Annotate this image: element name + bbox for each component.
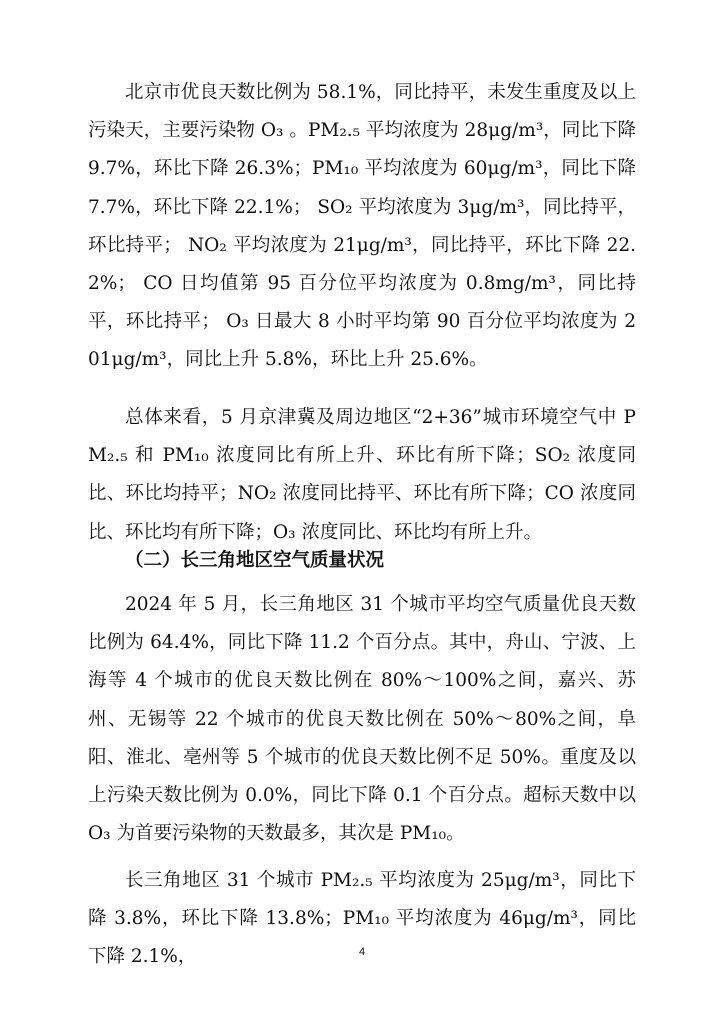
paragraph-yangtze-delta: 2024 年 5 月，长三角地区 31 个城市平均空气质量优良天数比例为 64.4%，同比下降 11.2 个百分点。其中，舟山、宁波、上海等 4 个城市的优良天数比例在 80%～100%之间，嘉兴、苏州、无锡等 22 个城市的优良天数比例在 50%～80%之间，阜阳、淮北、亳州等 5 个城市的优良天数比例不足 50%。重度及以上污染天数比例为 0.0%，同比下降 0.1 个百分点。超标天数中以 O₃ 为首要污染物的天数最多，其次是 PM₁₀。	[88, 594, 636, 845]
section-heading: （二）长三角地区空气质量状况	[125, 550, 385, 571]
paragraph-beijing-summary: 北京市优良天数比例为 58.1%，同比持平，未发生重度及以上污染天，主要污染物 O₃ 。PM₂.₅ 平均浓度为 28μg/m³，同比下降 9.7%，环比下降 26.3%；PM₁₀ 平均浓度为 60μg/m³，同比下降 7.7%，环比下降 22.1%； SO₂ 平均浓度为 3μg/m³，同比持平，环比持平； NO₂ 平均浓度为 21μg/m³，同比持平，环比下降 22.2%； CO 日均值第 95 百分位平均浓度为 0.8mg/m³，同比持平，环比持平； O₃ 日最大 8 小时平均第 90 百分位平均浓度为 201μg/m³，同比上升 5.8%，环比上升 25.6%。	[88, 82, 636, 371]
page-number: 4	[358, 946, 366, 958]
paragraph-overall-summary: 总体来看，5 月京津冀及周边地区“2+36”城市环境空气中 PM₂.₅ 和 PM₁₀ 浓度同比有所上升、环比有所下降；SO₂ 浓度同比、环比均持平；NO₂ 浓度同比持平、环比有所下降；CO 浓度同比、环比均有所下降；O₃ 浓度同比、环比均有所上升。	[88, 407, 636, 543]
paragraph-yangtze-pollutants: 长三角地区 31 个城市 PM₂.₅ 平均浓度为 25μg/m³，同比下降 3.8%，环比下降 13.8%；PM₁₀ 平均浓度为 46μg/m³，同比下降 2.1%，	[88, 870, 636, 968]
